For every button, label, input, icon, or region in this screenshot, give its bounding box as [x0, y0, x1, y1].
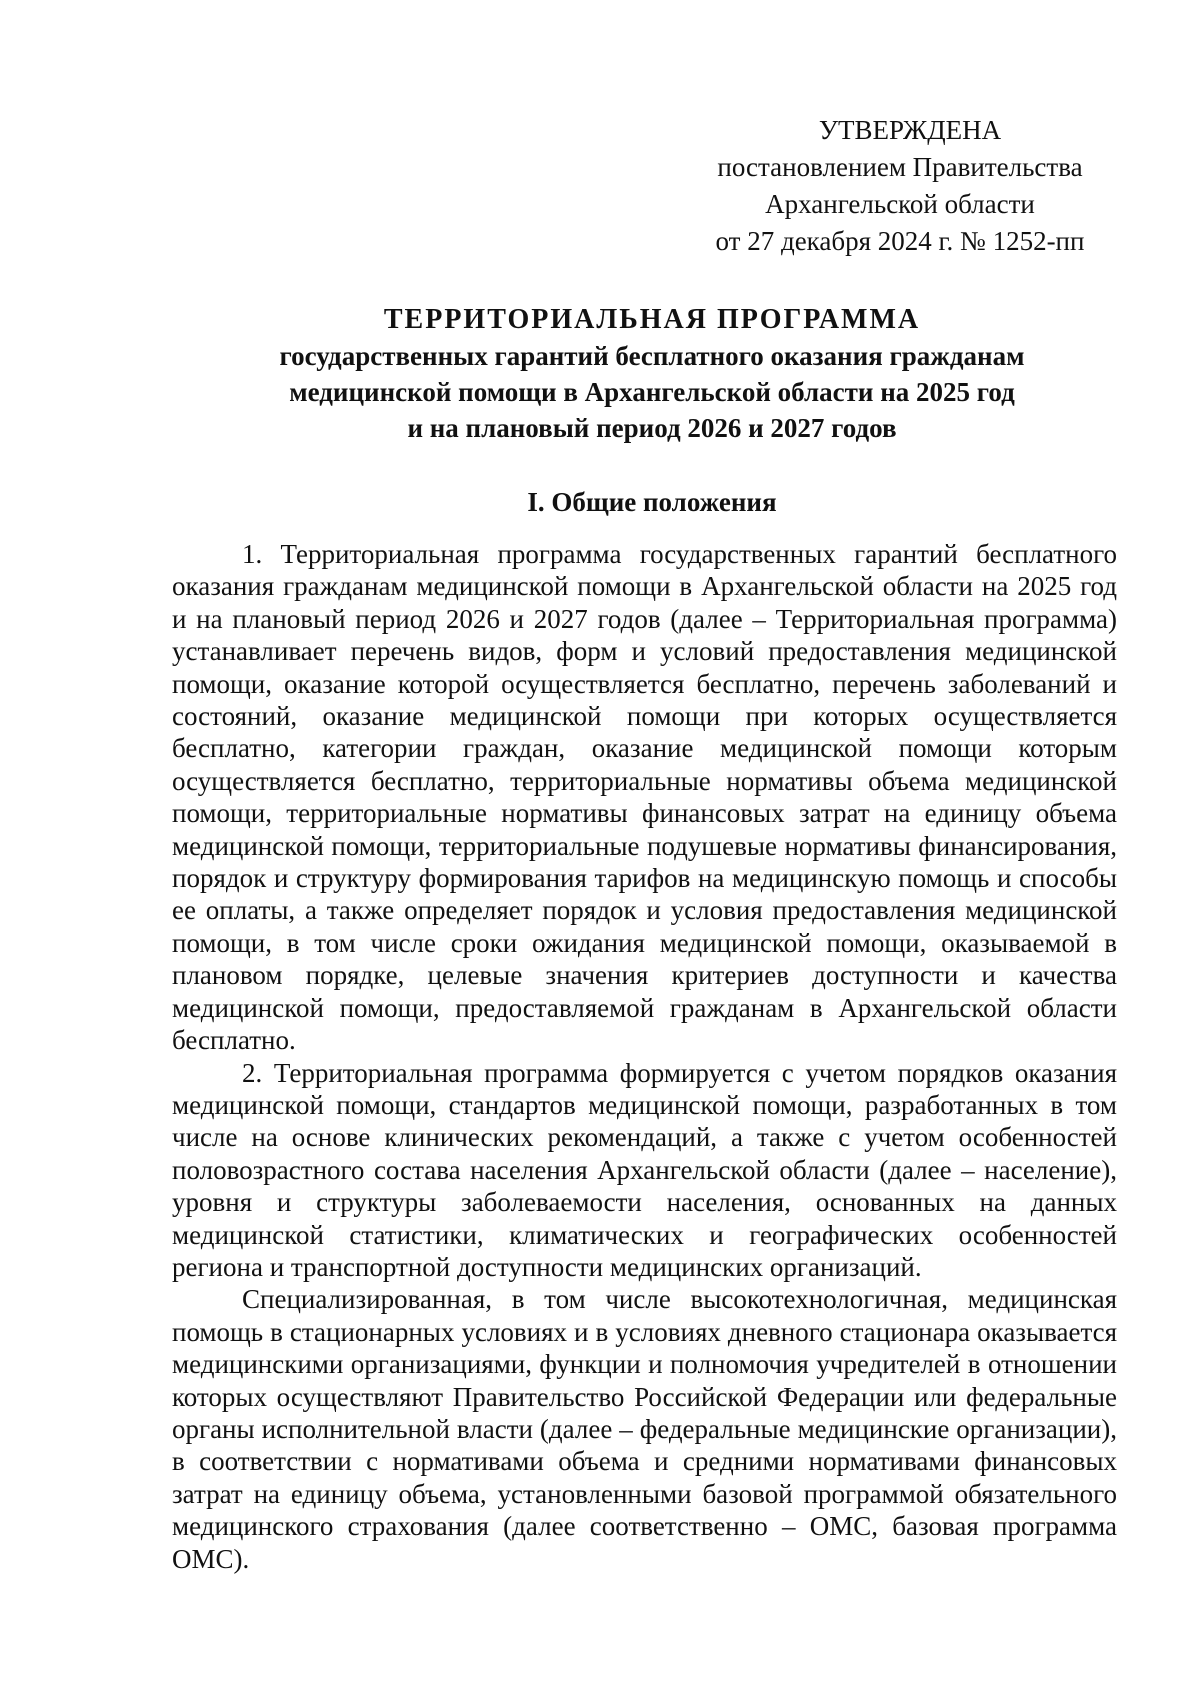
document-title-subline: государственных гарантий бесплатного оказания гражданам	[279, 341, 1025, 371]
paragraph-3: Специализированная, в том числе высокотехнологичная, медицинская помощь в стационарных условиях и в условиях дневного стационара оказывается медицинскими организациями, функции и полномочия учредителей в отношении которых осуществляют Правительство Российской Федерации или федеральные органы исполнительной власти (далее – федеральные медицинские организации), в соответствии с нормативами объема и средними нормативами финансовых затрат на единицу объема, установленными базовой программой обязательного медицинского страхования (далее соответственно – ОМС, базовая программа ОМС).	[172, 1284, 1117, 1574]
document-title	[172, 302, 1132, 446]
document-title-main: ТЕРРИТОРИАЛЬНАЯ ПРОГРАММА	[383, 304, 921, 335]
document-body	[172, 538, 1117, 1575]
approval-status: УТВЕРЖДЕНА	[818, 115, 1002, 145]
approval-region-line: Архангельской области	[765, 189, 1035, 219]
paragraph-1: 1. Территориальная программа государственных гарантий бесплатного оказания гражданам медицинской помощи в Архангельской области на 2025 год и на плановый период 2026 и 2027 годов (далее – Территориальная программа) устанавливает перечень видов, форм и условий предоставления медицинской помощи, оказание которой осуществляется бесплатно, перечень заболеваний и состояний, оказание медицинской помощи при которых осуществляется бесплатно, категории граждан, оказание медицинской помощи которым осуществляется бесплатно, территориальные нормативы объема медицинской помощи, территориальные нормативы финансовых затрат на единицу объема медицинской помощи, территориальные подушевые нормативы финансирования, порядок и структуру формирования тарифов на медицинскую помощь и способы ее оплаты, а также определяет порядок и условия предоставления медицинской помощи, в том числе сроки ожидания медицинской помощи, оказываемой в плановом порядке, целевые значения критериев доступности и качества медицинской помощи, предоставляемой гражданам в Архангельской области бесплатно.	[172, 539, 1117, 1056]
approval-stamp-block	[700, 112, 1100, 260]
document-title-subline: и на плановый период 2026 и 2027 годов	[407, 413, 897, 443]
section-heading: I. Общие положения	[527, 487, 777, 517]
paragraph-2: 2. Территориальная программа формируется с учетом порядков оказания медицинской помощи, стандартов медицинской помощи, разработанных в том числе на основе клинических рекомендаций, а также с учетом особенностей половозрастного состава населения Архангельской области (далее – население), уровня и структуры заболеваемости населения, основанных на данных медицинской статистики, климатических и географических особенностей региона и транспортной доступности медицинских организаций.	[172, 1057, 1117, 1282]
approval-date-number: от 27 декабря 2024 г. № 1252-пп	[715, 226, 1085, 256]
document-title-subline: медицинской помощи в Архангельской области на 2025 год	[289, 377, 1015, 407]
approval-issuer-line: постановлением Правительства	[717, 152, 1083, 182]
